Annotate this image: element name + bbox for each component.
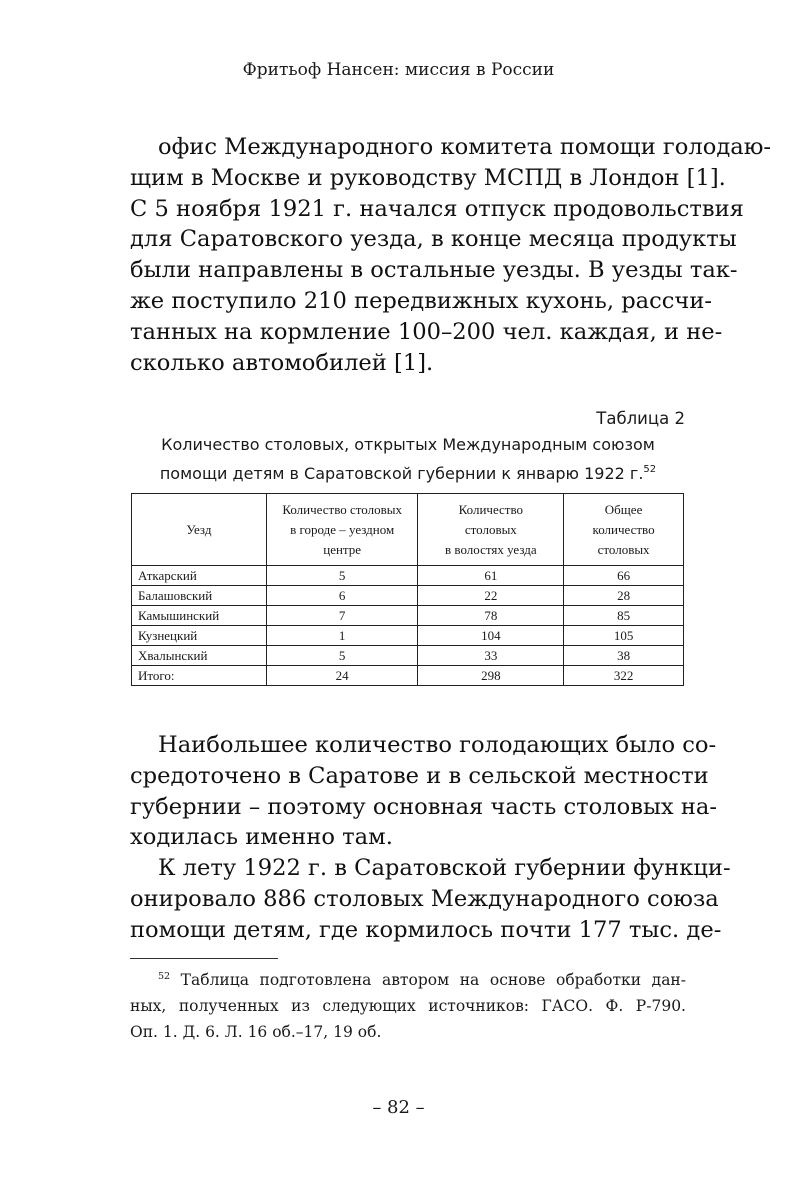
table-row <box>132 586 684 606</box>
text-line: помощи детям, где кормилось почти 177 тыс. де- <box>130 916 722 943</box>
text-line: танных на кормление 100–200 чел. каждая, и не- <box>130 318 723 345</box>
footnote-line <box>130 964 686 993</box>
cell-city: 7 <box>266 606 418 626</box>
header-line: Общее <box>604 501 643 517</box>
header-city-canteens <box>266 494 418 566</box>
cell-total: 38 <box>564 646 684 666</box>
cell-volost: 33 <box>418 646 564 666</box>
text-line: же поступило 210 передвижных кухонь, рассчи- <box>130 287 713 314</box>
footnote <box>130 964 686 1045</box>
paragraph-2 <box>130 730 718 853</box>
text-line: для Саратовского уезда, в конце месяца продукты <box>130 226 737 253</box>
cell-volost: 61 <box>418 566 564 586</box>
text-line: К лету 1922 г. в Саратовской губернии функци- <box>158 855 731 881</box>
header-volost-canteens <box>418 494 564 566</box>
header-line: Количество столовых <box>282 501 402 517</box>
table-number: Таблица 2 <box>596 409 685 428</box>
header-line: в городе – уездном <box>290 521 395 537</box>
cell-city: 24 <box>266 666 418 686</box>
page-number: – 82 – <box>372 1097 425 1118</box>
text-line: офис Международного комитета помощи голодаю- <box>158 134 772 160</box>
cell-total: 66 <box>564 566 684 586</box>
footnote-divider <box>130 958 278 959</box>
footnote-line: ных, полученных из следующих источников: ГАСО. Ф. Р-790. <box>130 997 686 1015</box>
table-caption-text: помощи детям в Саратовской губернии к январю 1922 г. <box>159 464 644 483</box>
header-line: Количество <box>458 501 524 517</box>
table-caption-line: Количество столовых, открытых Международным союзом <box>161 435 655 454</box>
cell-city: 6 <box>266 586 418 606</box>
cell-total: 322 <box>564 666 684 686</box>
cell-city: 5 <box>266 566 418 586</box>
cell-total: 28 <box>564 586 684 606</box>
text-line: С 5 ноября 1921 г. начался отпуск продовольствия <box>130 195 744 222</box>
header-line: количество <box>592 521 655 537</box>
canteens-table <box>131 493 684 686</box>
footnote-line: Оп. 1. Д. 6. Л. 16 об.–17, 19 об. <box>130 1023 382 1041</box>
footnote-text: Таблица подготовлена автором на основе обработки дан- <box>170 971 686 989</box>
cell-volost: 104 <box>418 626 564 646</box>
table-row <box>132 646 684 666</box>
text-line: сколько автомобилей [1]. <box>130 349 434 376</box>
cell-uyezd: Хвалынский <box>132 646 267 666</box>
table-caption-line <box>130 457 686 486</box>
running-head: Фритьоф Нансен: миссия в России <box>242 60 555 80</box>
cell-uyezd: Итого: <box>132 666 267 686</box>
text-line: онировало 886 столовых Международного союза <box>130 885 719 912</box>
paragraph-1 <box>130 132 772 378</box>
table-header-row <box>132 494 684 566</box>
table-row <box>132 566 684 586</box>
table-caption <box>130 432 686 486</box>
cell-volost: 298 <box>418 666 564 686</box>
table-total-row <box>132 666 684 686</box>
text-line: губернии – поэтому основная часть столовых на- <box>130 793 718 820</box>
cell-uyezd: Камышинский <box>132 606 267 626</box>
header-line: в волостях уезда <box>445 541 537 557</box>
text-line: Наибольшее количество голодающих было со- <box>158 732 717 758</box>
cell-city: 1 <box>266 626 418 646</box>
cell-uyezd: Балашовский <box>132 586 267 606</box>
header-line: центре <box>323 541 362 557</box>
table-row <box>132 626 684 646</box>
cell-volost: 22 <box>418 586 564 606</box>
cell-uyezd: Аткарский <box>132 566 267 586</box>
text-line: ходилась именно там. <box>130 824 393 851</box>
cell-city: 5 <box>266 646 418 666</box>
footnote-number: 52 <box>158 971 171 982</box>
header-line: столовых <box>597 541 650 557</box>
cell-volost: 78 <box>418 606 564 626</box>
header-line: столовых <box>464 521 517 537</box>
header-total-canteens <box>564 494 684 566</box>
text-line: были направлены в остальные уезды. В уезды так- <box>130 257 738 284</box>
cell-total: 105 <box>564 626 684 646</box>
footnote-reference: 52 <box>643 464 657 475</box>
text-line: средоточено в Саратове и в сельской местности <box>130 762 709 789</box>
cell-total: 85 <box>564 606 684 626</box>
header-uyezd: Уезд <box>132 494 267 566</box>
cell-uyezd: Кузнецкий <box>132 626 267 646</box>
table-row <box>132 606 684 626</box>
text-line: щим в Москве и руководству МСПД в Лондон [1]. <box>130 164 726 191</box>
paragraph-3 <box>130 853 731 945</box>
